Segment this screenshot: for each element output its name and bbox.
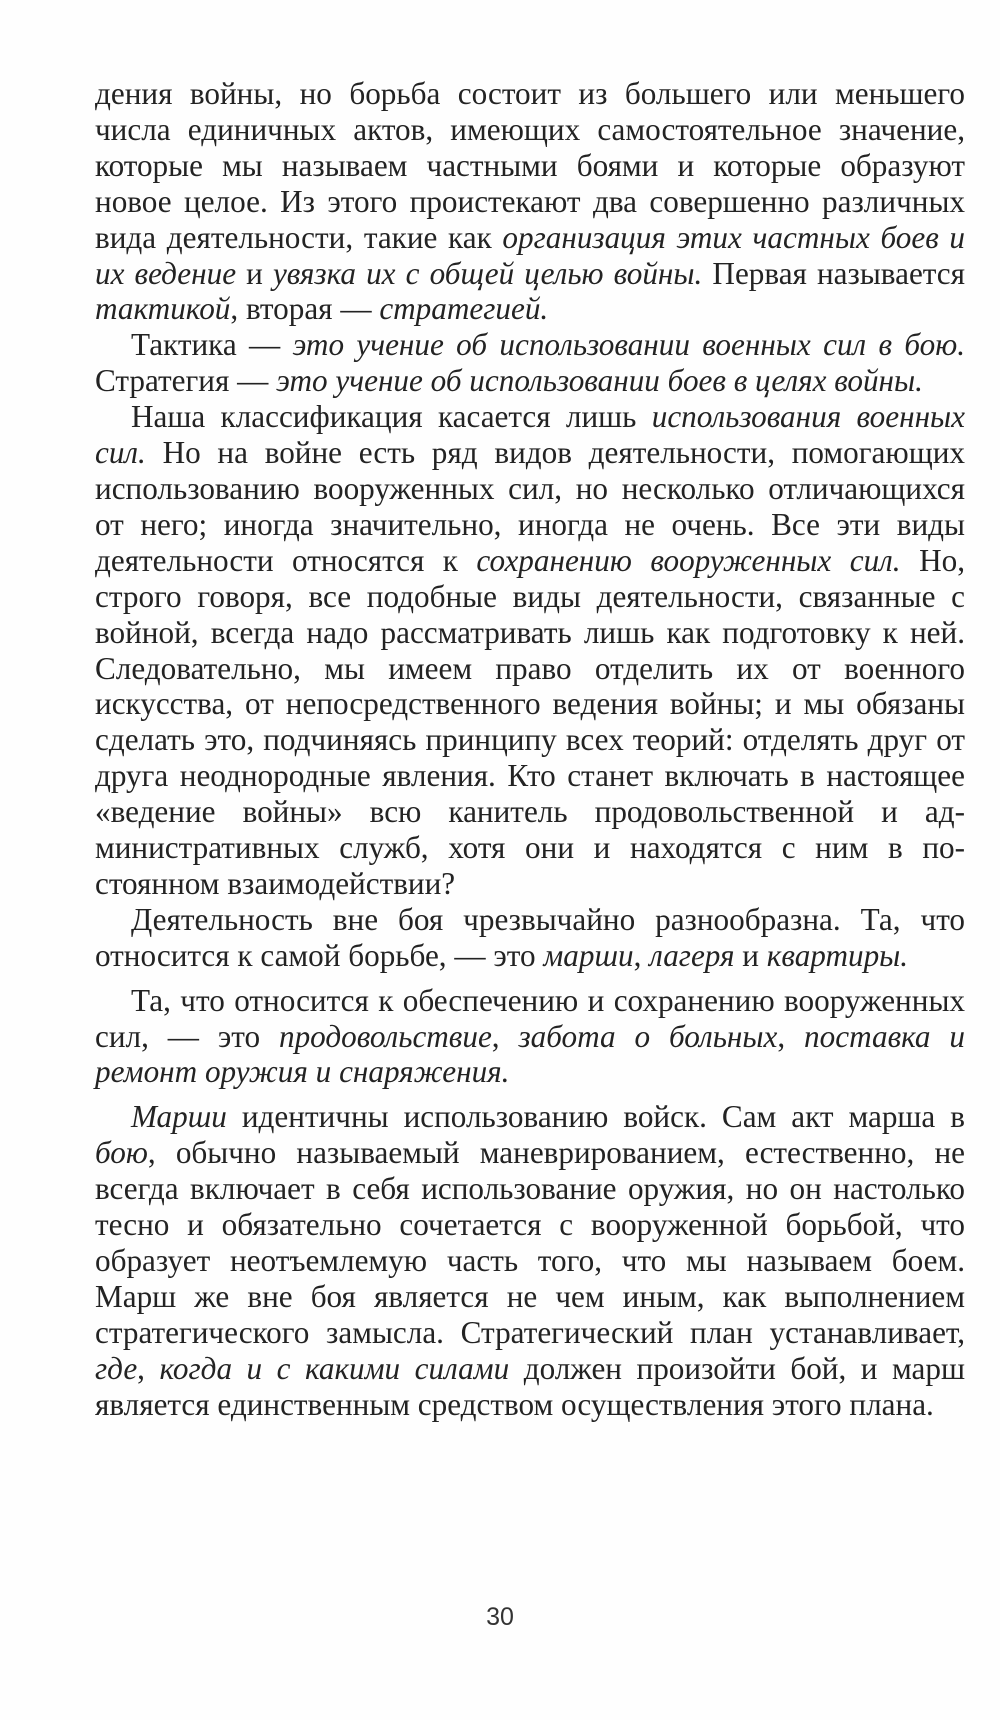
text-run: Деятельность вне боя чрезвычайно разнообразна. Та, что относится к самой борьбе, — это bbox=[95, 901, 965, 973]
text-run: Тактика — bbox=[131, 327, 293, 363]
paragraph bbox=[95, 983, 965, 1091]
italic-text: это учение об использовании военных сил в бою. bbox=[292, 327, 966, 363]
paragraph bbox=[95, 399, 965, 902]
paragraph bbox=[95, 327, 965, 399]
text-run: , bbox=[137, 1350, 160, 1386]
text-run: должен произойти бой, и марш является единственным средством осуществления этого плана. bbox=[95, 1350, 966, 1422]
text-run: , bbox=[633, 937, 650, 973]
italic-text: стратегией. bbox=[379, 291, 549, 327]
paragraph bbox=[95, 1099, 965, 1422]
text-run: , bbox=[491, 1018, 519, 1054]
italic-text: бою bbox=[95, 1135, 148, 1171]
text-run: , bbox=[777, 1018, 805, 1054]
text-run: Стратегия — bbox=[95, 363, 277, 399]
page-number: 30 bbox=[486, 1603, 514, 1631]
text-run: Первая называется bbox=[702, 255, 965, 291]
paragraph bbox=[95, 902, 965, 974]
italic-text: увязка их с общей целью войны. bbox=[272, 255, 703, 291]
text-run: , вторая — bbox=[230, 291, 380, 327]
italic-text: лагеря bbox=[649, 937, 735, 973]
text-run: Но, строго говоря, все подобные виды деятельности, связанные с войной, всегда надо рассматривать лишь как подготовку к ней. Следовательно, мы имеем право отделить их от военного искусства, от непосредственного ведения войны; и мы обязаны сделать это, подчиняясь принципу всех теорий: отделять друг от друга неоднородные явления. Кто станет включать в настоящее «ведение войны» всю канитель продовольственной и административных служб, хотя они и находятся с ним в постоянном взаимодействии? bbox=[95, 542, 965, 901]
text-run: дения войны, но борьба состоит из большего или меньшего числа единичных актов, имеющих самостоятельное значение, которые мы называем частными боями и которые образуют новое целое. Из этого проистекают два совершенно различных вида деятельности, такие как bbox=[95, 76, 965, 255]
italic-text: Марши bbox=[131, 1099, 227, 1135]
text-run: , обычно называемый маневрированием, естественно, не всегда включает в себя использование оружия, но он настолько тесно и обязательно сочетается с вооруженной борьбой, что образует неотъемлемую часть того, что мы называем боем. Марш же вне боя является не чем иным, как выполнением стратегического замысла. Стратегический план устанавливает, bbox=[95, 1135, 965, 1350]
text-run: идентичны использованию войск. Сам акт марша в bbox=[226, 1099, 965, 1135]
paragraph bbox=[95, 76, 965, 327]
italic-text: использования военных сил. bbox=[95, 399, 965, 471]
text-run: и bbox=[734, 937, 767, 973]
text-run: Но на войне есть ряд видов деятельности, помогающих использованию вооруженных сил, но несколько отличающихся от него; иногда значительно, иногда не очень. Все эти виды деятельности относятся к bbox=[95, 435, 965, 578]
italic-text: квартиры. bbox=[766, 937, 909, 973]
italic-text: когда и с какими силами bbox=[159, 1350, 510, 1386]
italic-text: организация этих частных боев и их ведение bbox=[95, 219, 966, 291]
body-text bbox=[95, 76, 965, 1423]
italic-text: забота о больных bbox=[518, 1018, 778, 1054]
italic-text: продовольствие bbox=[278, 1018, 492, 1054]
italic-text: это учение об использовании боев в целях войны. bbox=[276, 363, 923, 399]
italic-text: сохранению вооруженных сил. bbox=[476, 542, 901, 578]
italic-text: поставка и ремонт оружия и снаряжения. bbox=[95, 1018, 966, 1090]
text-run: Наша классификация касается лишь bbox=[131, 399, 652, 435]
italic-text: где bbox=[95, 1350, 138, 1386]
italic-text: тактикой bbox=[95, 291, 231, 327]
text-run: Та, что относится к обеспечению и сохранению вооруженных сил, — это bbox=[95, 982, 965, 1054]
italic-text: марши bbox=[543, 937, 634, 973]
text-run: и bbox=[236, 255, 273, 291]
